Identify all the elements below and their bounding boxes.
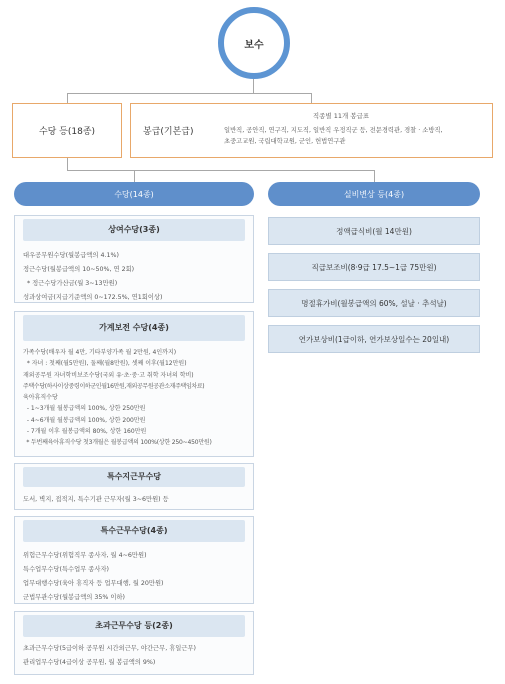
allowance-header (14, 182, 254, 206)
panel-line: 관리업무수당(4급이상 공무원, 월 봉급액의 9%) (23, 659, 156, 666)
panel-title: 초과근무수당 등(2종) (23, 615, 245, 637)
panel-line: 위험근무수당(위험직무 종사자, 월 4~6만원) (23, 552, 147, 559)
panel-body (15, 249, 253, 305)
panel-body (15, 549, 253, 605)
sudang-total-box (12, 103, 122, 158)
panel-line: 업무대행수당(육아 휴직자 등 업무대행, 월 20만원) (23, 580, 164, 587)
panel-line: 육아휴직수당 (23, 394, 58, 402)
allowance-header-label: 수당(14종) (114, 189, 154, 199)
panel-line: - 4~6개월 월봉급액의 100%, 상한 200만원 (23, 416, 146, 424)
bonbong-description (224, 125, 486, 147)
panel-title: 상여수당(3종) (23, 219, 245, 241)
panel-line: 대우공무원수당(월봉급액의 4.1%) (23, 252, 119, 259)
panel-body (15, 494, 253, 506)
connector-to-bonbong (311, 93, 312, 103)
panel-body (15, 347, 253, 449)
connector-sudang-join (67, 170, 134, 171)
connector-root-down (253, 79, 254, 93)
bonbong-title: 직종별 11개 봉급표 (312, 112, 370, 120)
panel-overtime-allowance (14, 611, 254, 675)
root-label: 보수 (244, 39, 264, 51)
reimbursement-item (268, 253, 480, 281)
connector-to-right-header (374, 170, 375, 182)
reimbursement-item-label: 정액급식비(월 14만원) (336, 226, 412, 236)
panel-line: 초과근무수당(5급이하 공무원 시간외근무, 야간근무, 휴일근무) (23, 645, 196, 652)
panel-line: - 1~3개월 월봉급액의 100%, 상한 250만원 (23, 405, 146, 413)
panel-line: 도서, 벽지, 접적지, 특수기관 근무자(월 3~6만원) 등 (23, 496, 169, 503)
reimbursement-item-label: 연가보상비(1급이하, 연가보상일수는 20일내) (298, 334, 450, 344)
panel-line: - 7개월 이후 월봉급액의 80%, 상한 160만원 (23, 428, 147, 436)
panel-special-duty-allowance (14, 516, 254, 604)
connector-top-horizontal (67, 93, 311, 94)
panel-line: 정근수당(월봉급액의 10~50%, 연 2회) (23, 266, 135, 273)
panel-line: 군법무관수당(월봉급액의 35% 이하) (23, 594, 125, 601)
panel-line: 성과상여금(지급기준액의 0~172.5%, 연1회이상) (23, 294, 163, 301)
bonbong-desc-line: 초중고교원, 국립대학교원, 군인, 헌법연구관 (224, 138, 346, 145)
reimbursement-header-label: 실비변상 등(4종) (343, 189, 405, 199)
panel-household-allowance (14, 311, 254, 457)
panel-body (15, 642, 253, 670)
panel-title: 가계보전 수당(4종) (23, 315, 245, 341)
sudang-total-label: 수당 등(18종) (38, 127, 96, 137)
connector-to-left-header (134, 170, 135, 182)
panel-title: 특수지근무수당 (23, 467, 245, 487)
root-circle (218, 7, 290, 79)
connector-mid-horizontal (134, 170, 375, 171)
reimbursement-item (268, 217, 480, 245)
reimbursement-item (268, 325, 480, 353)
bonbong-label: 봉급(기본급) (143, 127, 194, 137)
reimbursement-item-label: 명절휴가비(월봉급액의 60%, 설날 · 추석날) (301, 298, 447, 308)
connector-to-sudang (67, 93, 68, 103)
panel-title: 특수근무수당(4종) (23, 520, 245, 542)
bonbong-desc-line: 일반직, 공안직, 연구직, 지도직, 일반직 우정직군 등, 전문경력관, 경찰 · 소방직, (224, 127, 443, 134)
panel-line: * 자녀 : 첫째(월5만원), 둘째(월8만원), 셋째 이후(월12만원) (23, 360, 187, 368)
panel-bonus-allowance (14, 215, 254, 303)
panel-line: 가족수당(배우자 월 4만, 기타부양가족 월 2만원, 4인까지) (23, 349, 177, 356)
panel-special-region-allowance (14, 463, 254, 510)
reimbursement-item-label: 직급보조비(8·9급 17.5~1급 75만원) (311, 262, 437, 272)
bonbong-box (130, 103, 493, 158)
connector-sudang-down (67, 158, 68, 170)
panel-line: * 두번째육아휴직수당 첫3개월은 월봉급액의 100%(상한 250~450만원) (23, 439, 212, 447)
panel-line: * 정근수당가산금(월 3~13만원) (23, 280, 118, 287)
reimbursement-item (268, 289, 480, 317)
panel-line: 특수업무수당(특수업무 종사자) (23, 566, 109, 573)
panel-line: 재외공무원 자녀학비보조수당(국외 유·초·중·고 취학 자녀의 학비) (23, 371, 194, 379)
reimbursement-header (268, 182, 480, 206)
panel-line: 주택수당(하사이상중령이하군인월16만원,재외공무원공관소재주택임차료) (23, 382, 205, 390)
